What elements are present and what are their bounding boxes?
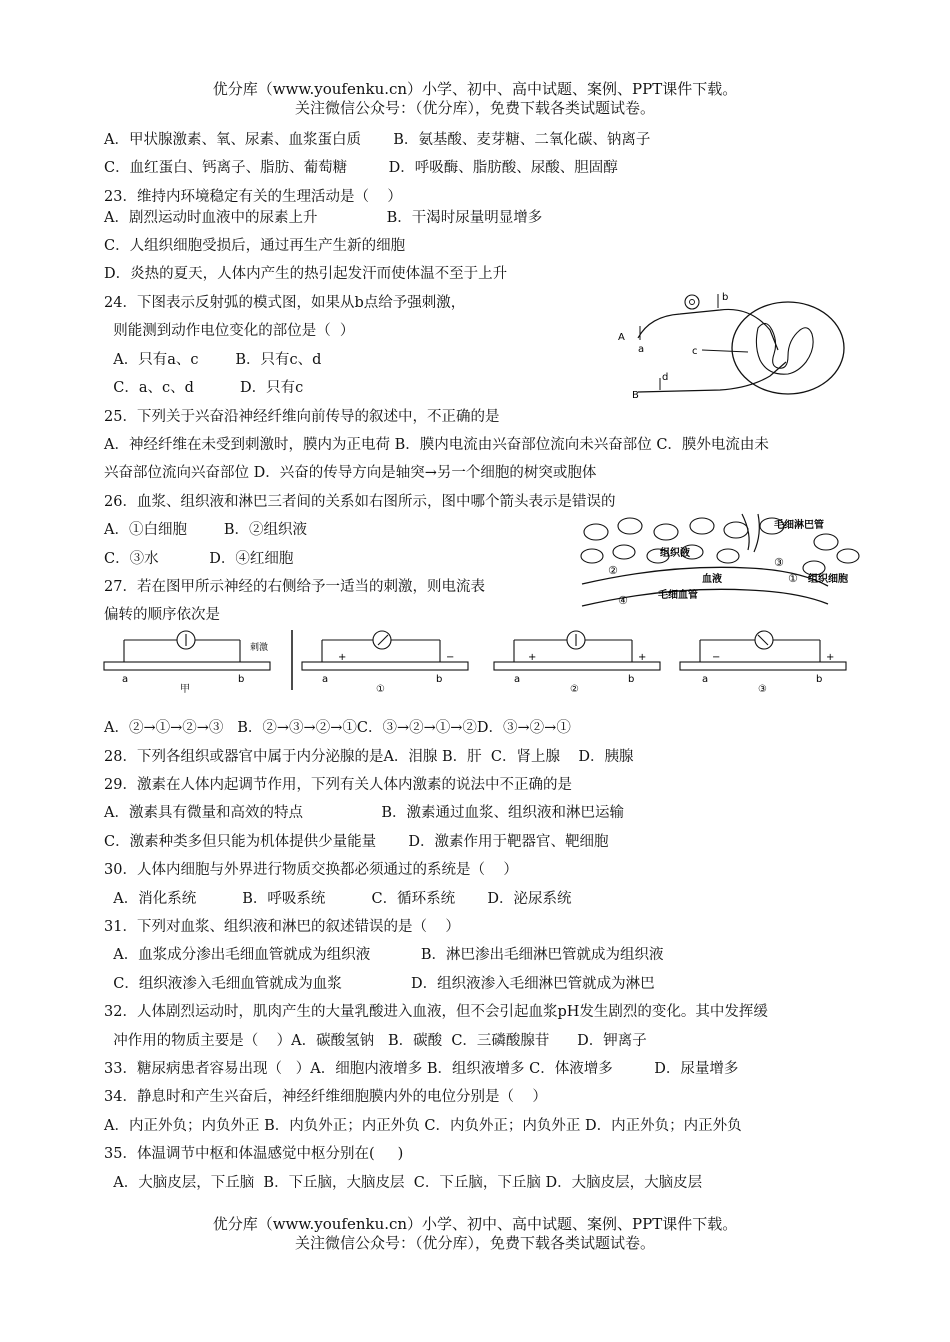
- reflex-arc-diagram: [610, 290, 850, 410]
- q24-stem: 24．下图表示反射弧的模式图，如果从b点给予强刺激，: [104, 295, 466, 311]
- q26-stem: 26．血浆、组织液和淋巴三者间的关系如右图所示，图中哪个箭头表示是错误的: [104, 494, 616, 510]
- spinal-cord-ellipse: [732, 302, 844, 394]
- panel-2-a: a: [514, 674, 521, 685]
- panel-1-caption: ①: [376, 684, 385, 695]
- q26-options-cd: C．③水 D．④红细胞: [104, 551, 294, 567]
- q25-options-1: A．神经纤维在未受到刺激时，膜内为正电荷 B．膜内电流由兴奋部位流向未兴奋部位 C．膜外电流由未: [104, 437, 769, 453]
- panel-1-plus: +: [338, 652, 347, 663]
- panel-2-plus-left: +: [528, 652, 537, 663]
- q29-options-ab: A．激素具有微量和高效的特点 B．激素通过血浆、组织液和淋巴运输: [104, 805, 624, 821]
- label-tissue-fluid: 组织液: [660, 548, 690, 559]
- footer-line-1: 优分库（www.youfenku.cn）小学、初中、高中试题、案例、PPT课件下载。: [212, 1215, 738, 1233]
- panel-1-a: a: [322, 674, 329, 685]
- q24-stem-2: 则能测到动作电位变化的部位是（ ）: [104, 323, 355, 339]
- panel-1-minus: −: [446, 652, 455, 663]
- panel-jia: [104, 631, 270, 670]
- panel-3: [680, 631, 846, 670]
- lymph-vessel: [742, 514, 759, 552]
- q30-stem: 30．人体内细胞与外界进行物质交换都必须通过的系统是（ ）: [104, 862, 518, 878]
- label-b: b: [722, 292, 729, 303]
- panel-2-plus-right: +: [638, 652, 647, 663]
- q26-options-ab: A．①白细胞 B．②组织液: [104, 522, 307, 538]
- q35-options: A．大脑皮层，下丘脑 B．下丘脑，大脑皮层 C．下丘脑，下丘脑 D．大脑皮层，大脑皮层: [104, 1175, 703, 1191]
- q29-stem: 29．激素在人体内起调节作用，下列有关人体内激素的说法中不正确的是: [104, 777, 572, 793]
- panel-jia-a: a: [122, 674, 129, 685]
- q31-options-cd: C．组织液渗入毛细血管就成为血浆 D．组织液渗入毛细淋巴管就成为淋巴: [104, 976, 655, 992]
- q32-stem: 32．人体剧烈运动时，肌肉产生的大量乳酸进入血液，但不会引起血浆pH发生剧烈的变化。其中发挥缓: [104, 1004, 768, 1020]
- q35-stem: 35．体温调节中枢和体温感觉中枢分别在( ): [104, 1146, 404, 1162]
- tissue-fluid-diagram: [578, 512, 864, 608]
- panel-jia-stim: 刺激: [250, 643, 269, 653]
- q31-stem: 31．下列对血浆、组织液和淋巴的叙述错误的是（ ）: [104, 919, 460, 935]
- q29-options-cd: C．激素种类多但只能为机体提供少量能量 D．激素作用于靶器官、靶细胞: [104, 834, 609, 850]
- nerve-galvanometer-diagrams: [100, 628, 870, 698]
- q22-options-ab: A．甲状腺激素、氧、尿素、血浆蛋白质 B．氨基酸、麦芽糖、二氧化碳、钠离子: [104, 132, 651, 148]
- label-c: c: [692, 346, 698, 357]
- panel-3-caption: ③: [758, 684, 767, 695]
- q31-options-ab: A．血浆成分渗出毛细血管就成为组织液 B．淋巴渗出毛细淋巴管就成为组织液: [104, 947, 664, 963]
- panel-1: [302, 631, 468, 670]
- header-line-2: 关注微信公众号：（优分库），免费下载各类试题试卷。: [294, 99, 655, 117]
- q23-options-ab: A．剧烈运动时血液中的尿素上升 B．干渴时尿量明显增多: [104, 210, 543, 226]
- afferent-fiber: [638, 309, 778, 350]
- q27-stem-2: 偏转的顺序依次是: [104, 607, 220, 623]
- label-B: B: [632, 390, 639, 401]
- panel-2-caption: ②: [570, 684, 579, 695]
- label-d: d: [662, 372, 669, 383]
- label-A: A: [618, 332, 625, 343]
- panel-jia-b: b: [238, 674, 245, 685]
- q23-option-d: D．炎热的夏天，人体内产生的热引起发汗而使体温不至于上升: [104, 266, 508, 282]
- label-n2: ②: [608, 564, 618, 577]
- header-line-1: 优分库（www.youfenku.cn）小学、初中、高中试题、案例、PPT课件下载。: [212, 80, 738, 98]
- q34-options: A．内正外负；内负外正 B．内负外正；内正外负 C．内负外正；内负外正 D．内正外负；内正外负: [104, 1118, 742, 1134]
- footer-line-2: 关注微信公众号：（优分库），免费下载各类试题试卷。: [294, 1234, 655, 1252]
- q27-options: A．②→①→②→③ B．②→③→②→①C．③→②→①→②D．③→②→①: [104, 720, 571, 736]
- label-capillary: 毛细血管: [658, 590, 698, 601]
- q33: 33．糖尿病患者容易出现（ ）A．细胞内液增多 B．组织液增多 C．体液增多 D．尿量增多: [104, 1061, 739, 1077]
- label-a: a: [638, 344, 645, 355]
- q23-stem: 23．维持内环境稳定有关的生理活动是（ ）: [104, 189, 402, 205]
- q28: 28．下列各组织或器官中属于内分泌腺的是A．泪腺 B．肝 C．肾上腺 D．胰腺: [104, 749, 634, 765]
- q32-options: 冲作用的物质主要是（ ）A．碳酸氢钠 B．碳酸 C．三磷酸腺苷 D．钾离子: [104, 1033, 647, 1049]
- q23-option-c: C．人组织细胞受损后，通过再生产生新的细胞: [104, 238, 406, 254]
- panel-2: [494, 631, 660, 670]
- panel-3-b: b: [816, 674, 823, 685]
- q24-options-ab: A．只有a、c B．只有c、d: [104, 352, 322, 368]
- point-c-mark: [702, 350, 748, 352]
- gray-matter: [756, 323, 813, 374]
- q22-options-cd: C．血红蛋白、钙离子、脂肪、葡萄糖 D．呼吸酶、脂肪酸、尿酸、胆固醇: [104, 160, 618, 176]
- q27-stem: 27．若在图甲所示神经的右侧给予一适当的刺激，则电流表: [104, 579, 485, 595]
- label-n3: ③: [774, 556, 784, 569]
- q25-options-2: 兴奋部位流向兴奋部位 D．兴奋的传导方向是轴突→另一个细胞的树突或胞体: [104, 465, 597, 481]
- label-tissue-cell: 组织细胞: [808, 574, 848, 585]
- label-lymph-vessel: 毛细淋巴管: [774, 520, 824, 531]
- panel-3-plus: +: [826, 652, 835, 663]
- panel-3-minus: −: [712, 652, 721, 663]
- ganglion: [685, 295, 699, 309]
- q30-options: A．消化系统 B．呼吸系统 C．循环系统 D．泌尿系统: [104, 891, 572, 907]
- ganglion-core: [690, 300, 695, 305]
- label-blood: 血液: [702, 574, 722, 585]
- panel-1-b: b: [436, 674, 443, 685]
- panel-2-b: b: [628, 674, 635, 685]
- q24-options-cd: C．a、c、d D．只有c: [104, 380, 304, 396]
- label-n1: ①: [788, 572, 798, 585]
- q34-stem: 34．静息时和产生兴奋后，神经纤维细胞膜内外的电位分别是（ ）: [104, 1089, 547, 1105]
- panel-jia-caption: 甲: [180, 684, 190, 695]
- q25-stem: 25．下列关于兴奋沿神经纤维向前传导的叙述中，不正确的是: [104, 409, 500, 425]
- label-n4: ④: [618, 594, 628, 607]
- panel-3-a: a: [702, 674, 709, 685]
